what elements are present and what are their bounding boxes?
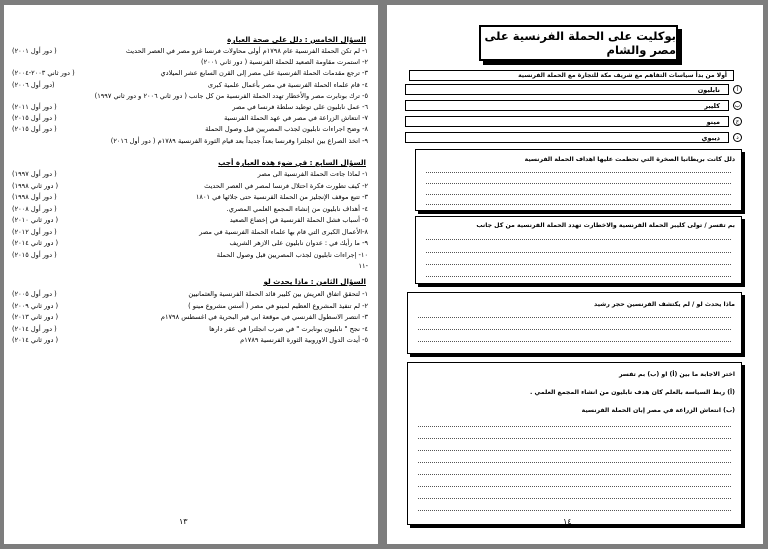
answer-line[interactable] [418,341,731,342]
item-exam-date: (دور أول ٢٠٠٦) [12,80,55,89]
answer-line[interactable] [426,194,731,195]
item-text: ٥- ترك بونابرت مصر والأخطار تهدد الحملة الفرنسية من كل جانب ( دور ثاني ٢٠٠٦ و دور ثاني ١٩٩٧) [94,91,368,100]
question-box-1 [415,149,742,211]
answer-line[interactable] [418,450,731,451]
q7-heading: السؤال السابع : في ضوء هذه العبارة أجب [218,158,366,167]
item-exam-date: ( دور أول ٢٠١٥) [12,125,57,134]
item-text: -١١ [358,262,368,270]
option-a-marker[interactable]: أ [733,85,742,94]
question-box-4 [407,362,742,525]
q5-list [12,47,368,147]
list-item [12,170,368,180]
booklet-title: بوكليت على الحملة الفرنسية على مصر والشام [479,25,678,61]
question-4-text: اختر الاجابة ما بين (أ) او (ب) بم تفسر [618,371,735,378]
item-text: ٤- نجح " نابليون بونابرت " في ضرب انجلترا في عقر دارها [209,324,368,333]
list-item [12,228,368,238]
answer-line[interactable] [426,239,731,240]
answer-line[interactable] [418,317,731,318]
option-c[interactable] [405,116,729,127]
page-number: ١٣ [179,517,188,526]
item-exam-date: ( دور أول ١٩٩٧) [12,170,57,178]
list-item [12,193,368,203]
item-exam-date: ( دور أول ٢٠١٤) [12,324,57,333]
question-3-text: ماذا يحدث لو / لم يكتشف الفرنسين حجر رشيد [594,301,735,308]
page-number: ١٤ [563,517,572,526]
question-box-3 [407,292,742,354]
item-exam-date: ( دور ثاني ٢٠١٤) [12,239,59,247]
item-exam-date: ( دور ثاني ٢٠١٠) [12,216,59,224]
option-b[interactable] [405,100,729,111]
answer-line[interactable] [418,462,731,463]
list-item [12,58,368,68]
item-exam-date: ( دور ثاني ٢٠٠٩) [12,301,59,310]
list-item [12,302,368,312]
q5-heading: السؤال الخامس : دلل على صحة العبارة [227,35,366,44]
item-text: ٣- ترجع مقدمات الحملة الفرنسية على مصر إلى القرن السابع عشر الميلادي [160,69,368,78]
answer-line[interactable] [418,329,731,330]
list-item [12,262,368,272]
item-text: ٩- اتخذ الصراع بين انجلترا وفرنسا بعداً جديداً بعد قيام الثورة الفرنسية ١٧٨٩م ( دور أول ٢٠١٦) [110,136,368,145]
list-item [12,325,368,335]
list-item [12,69,368,79]
item-text: ٥- أسباب فشل الحملة الفرنسية في إخضاع الصعيد [229,216,368,224]
item-exam-date: ( دور أول ٢٠١٥) [12,114,57,123]
item-exam-date: ( دور ثاني ١٩٩٨) [12,181,59,190]
list-item [12,103,368,113]
choice-a-text: (أ) ربط السياسة بالعلم كان هدف نابليون من انشاء المجمع العلمي . [530,389,735,396]
item-exam-date: ( دور أول ٢٠٠٥) [12,290,57,298]
item-exam-date: ( دور ثاني ٢٠١٤) [12,336,59,344]
item-text: ٧- انتعاش الزراعة في مصر في عهد الحملة الفرنسية [224,114,368,123]
item-exam-date: ( دور أول ٢٠٠١) [12,47,57,55]
answer-line[interactable] [426,183,731,184]
answer-line[interactable] [418,438,731,439]
q8-list [12,290,368,350]
list-item [12,182,368,192]
answer-line[interactable] [418,426,731,427]
question-box-2 [415,216,742,284]
item-text: ٥- أيدت الدول الاوروبية الثورة الفرنسية ١٧٨٩م [240,336,368,344]
item-text: ٦- عمل نابليون على توطيد سلطة فرنسا في مصر [232,103,368,111]
item-exam-date: ( دور أول ١٩٩٨) [12,193,57,201]
answer-line[interactable] [418,474,731,475]
item-text: ٢- لم تنفيذ المشروع العظيم لمينو في مصر ( أسس مشروع مينو ) [188,301,368,310]
option-c-label: مينو [706,118,720,126]
list-item [12,47,368,57]
list-item [12,92,368,102]
item-text: ٢- استمرت مقاومة الصعيد للحملة الفرنسية ( دور ثاني ٢٠٠١) [201,58,368,67]
item-exam-date: ( دور ثاني ٢٠٠٣-٢٠٠٤) [12,69,75,78]
item-exam-date: ( دور ثاني ٢٠١٣) [12,313,59,321]
item-exam-date: ( دور أول ٢٠٠٨) [12,204,57,213]
answer-line[interactable] [418,498,731,499]
item-text: ٩- ما رأيك في : عدوان نابليون على الازهر الشريف [229,239,368,247]
item-text: ٨-الأعمال الكبرى التي قام بها علماء الحملة الفرنسية في مصر [199,227,368,236]
right-page [387,5,763,544]
answer-line[interactable] [418,486,731,487]
question-2-text: بم تفسر / تولى كليبر الحملة الفرنسية والاخطارت تهدد الحملة الفرنسية من كل جانب [476,222,735,229]
item-text: ١٠- إجراءات نابليون لجذب المصريين قبل وصول الحملة [216,250,368,259]
list-item [12,336,368,346]
q8-heading: السؤال الثامن : ماذا يحدث لو [263,277,366,286]
question-1-text: دلل كانت بريطانيا الصخرة التي تحطمت عليها اهداف الحملة الفرنسية [524,156,735,163]
item-text: ٣- تتبع موقف الإنجليز من الحملة الفرنسية حتى جلائها في ١٨٠١ [195,193,368,201]
answer-line[interactable] [426,252,731,253]
item-text: ٤- قام علماء الحملة الفرنسية في مصر بأعمال علمية كبرى [207,80,368,89]
item-text: ٨- وضح اجراءات نابليون لجذب المصريين قبل وصول الحملة [205,125,368,134]
question-line: أولا من بدأ سياسات التفاهم مع شريف مكة للتجارة مع الحملة الفرنسية [409,70,734,81]
option-d-marker[interactable]: د [733,133,742,142]
q7-list [12,170,368,270]
option-d[interactable] [405,132,729,143]
answer-line[interactable] [426,276,731,277]
option-d-label: ديبوي [701,134,720,142]
list-item [12,114,368,124]
item-exam-date: ( دور أول ٢٠١٢) [12,227,57,236]
list-item [12,290,368,300]
answer-line[interactable] [426,204,731,205]
list-item [12,313,368,323]
list-item [12,125,368,135]
list-item [12,81,368,91]
answer-line[interactable] [426,172,731,173]
answer-line[interactable] [426,264,731,265]
left-page [4,5,378,544]
item-text: ١- لم تكن الحملة الفرنسية عام ١٧٩٨م أولى محاولات فرنسا غزو مصر في العصر الحديث [125,47,368,55]
option-c-marker[interactable]: ج [733,117,742,126]
list-item [12,216,368,226]
option-b-label: كليبر [704,102,720,110]
item-text: ٢- كيف تطورت فكرة احتلال فرنسا لمصر في العصر الحديث [204,181,368,190]
option-a[interactable] [405,84,729,95]
option-a-label: نابليون [697,86,720,94]
item-text: ١- لتحقق اتفاق العريش بين كليبر قائد الحملة الفرنسية والعثمانيين [188,290,368,298]
answer-line[interactable] [418,510,731,511]
choice-b-text: (ب) انتعاش الزراعة في مصر إبان الحملة الفرنسية [581,407,735,414]
item-text: ٤- أهداف نابليون من إنشاء المجمع العلمي المصري. [226,204,368,213]
item-exam-date: ( دور أول ٢٠١١) [12,103,57,111]
item-text: ١- لماذا جاءت الحملة الفرنسية الى مصر [257,170,368,178]
list-item [12,251,368,261]
list-item [12,205,368,215]
list-item [12,239,368,249]
item-text: ٣- انتصر الاسطول الفرنسي في موقعة ابي قير البحرية في اغسطس ١٧٩٨م [160,313,368,321]
list-item [12,137,368,147]
item-exam-date: ( دور أول ٢٠١٥) [12,250,57,259]
option-b-marker[interactable]: ب [734,102,741,109]
